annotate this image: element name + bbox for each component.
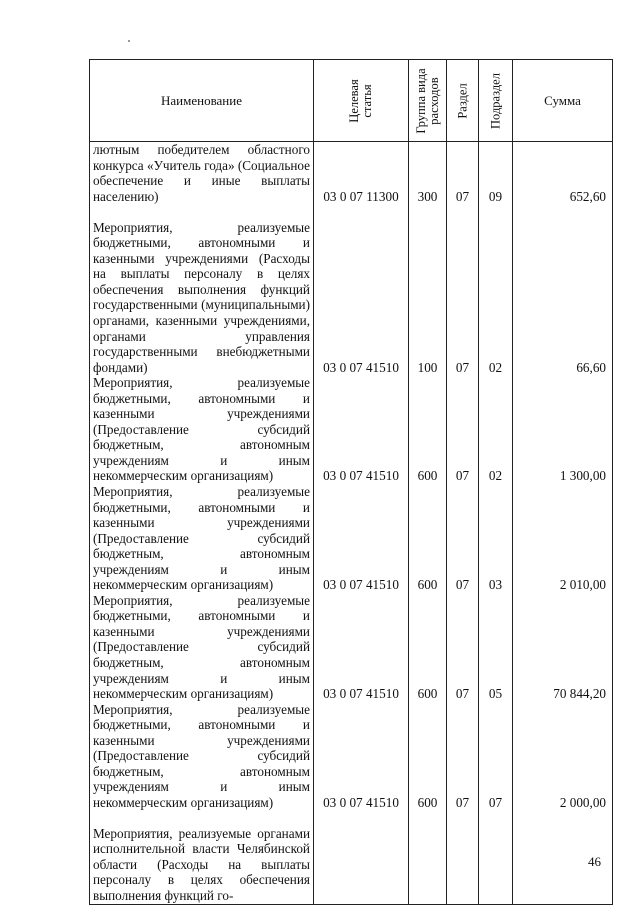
row-amount: 70 844,20: [513, 593, 613, 702]
row-subsection: 02: [479, 375, 513, 484]
row-section: 07: [447, 142, 479, 205]
row-target-article: 03 0 07 41510: [314, 375, 409, 484]
row-section: 07: [447, 375, 479, 484]
page-number: 46: [588, 854, 601, 869]
row-expense-group: 600: [409, 375, 447, 484]
row-amount: 1 300,00: [513, 375, 613, 484]
row-section: 07: [447, 484, 479, 593]
header-target-article-text: Целевая статья: [347, 78, 374, 123]
row-expense-group: 300: [409, 142, 447, 205]
table-row: [90, 702, 613, 811]
table-row: [90, 484, 613, 593]
row-amount: 2 010,00: [513, 484, 613, 593]
row-name: Мероприятия, реализуемые бюджетными, автономными и казенными учреждениями (Расходы на выплаты персоналу в целях обеспечения выполнения функций государственными (муниципальными) органами, казенными учреждениями, органами управления государственными внебюджетными фондами): [90, 204, 314, 375]
header-amount: Сумма: [513, 60, 613, 142]
header-expense-group: [409, 60, 447, 142]
row-target-article: 03 0 07 41510: [314, 702, 409, 811]
table-row: [90, 593, 613, 702]
budget-table: [89, 59, 613, 905]
row-expense-group: 100: [409, 204, 447, 375]
row-amount: 2 000,00: [513, 702, 613, 811]
table-row: [90, 375, 613, 484]
header-subsection-text: Подраздел: [488, 72, 502, 129]
row-target-article: 03 0 07 41510: [314, 484, 409, 593]
row-section: 07: [447, 593, 479, 702]
row-target-article: [314, 811, 409, 905]
row-subsection: [479, 811, 513, 905]
row-subsection: 02: [479, 204, 513, 375]
row-amount: 66,60: [513, 204, 613, 375]
header-section-text: Раздел: [455, 82, 469, 119]
row-name: Мероприятия, реализуемые бюджетными, автономными и казенными учреждениями (Предоставление субсидий бюджетным, автономным учреждениям и иным некоммерческим организациям): [90, 484, 314, 593]
row-name: лютным победителем областного конкурса «Учитель года» (Социальное обеспечение и иные выплаты населению): [90, 142, 314, 205]
header-section: [447, 60, 479, 142]
row-target-article: 03 0 07 11300: [314, 142, 409, 205]
row-name: Мероприятия, реализуемые бюджетными, автономными и казенными учреждениями (Предоставление субсидий бюджетным, автономным учреждениям и иным некоммерческим организациям): [90, 593, 314, 702]
row-target-article: 03 0 07 41510: [314, 204, 409, 375]
row-expense-group: 600: [409, 484, 447, 593]
row-expense-group: 600: [409, 702, 447, 811]
row-name: Мероприятия, реализуемые бюджетными, автономными и казенными учреждениями (Предоставление субсидий бюджетным, автономным учреждениям и иным некоммерческим организациям): [90, 375, 314, 484]
header-subsection: [479, 60, 513, 142]
row-section: 07: [447, 204, 479, 375]
row-subsection: 07: [479, 702, 513, 811]
table-row: [90, 142, 613, 205]
table-row: [90, 811, 613, 905]
row-expense-group: [409, 811, 447, 905]
row-section: 07: [447, 702, 479, 811]
header-target-article: [314, 60, 409, 142]
scan-speck: [128, 40, 130, 42]
row-subsection: 03: [479, 484, 513, 593]
table-header-row: [90, 60, 613, 142]
row-name: Мероприятия, реализуемые бюджетными, автономными и казенными учреждениями (Предоставление субсидий бюджетным, автономным учреждениям и иным некоммерческим организациям): [90, 702, 314, 811]
header-name: Наименование: [90, 60, 314, 142]
table-row: [90, 204, 613, 375]
row-amount: 652,60: [513, 142, 613, 205]
row-target-article: 03 0 07 41510: [314, 593, 409, 702]
row-subsection: 05: [479, 593, 513, 702]
row-section: [447, 811, 479, 905]
header-expense-group-text: Группа вида расходов: [413, 67, 441, 134]
row-expense-group: 600: [409, 593, 447, 702]
row-subsection: 09: [479, 142, 513, 205]
row-name: Мероприятия, реализуемые органами исполнительной власти Челябинской области (Расходы на выплаты персоналу в целях обеспечения выполнения функций го-: [90, 811, 314, 905]
